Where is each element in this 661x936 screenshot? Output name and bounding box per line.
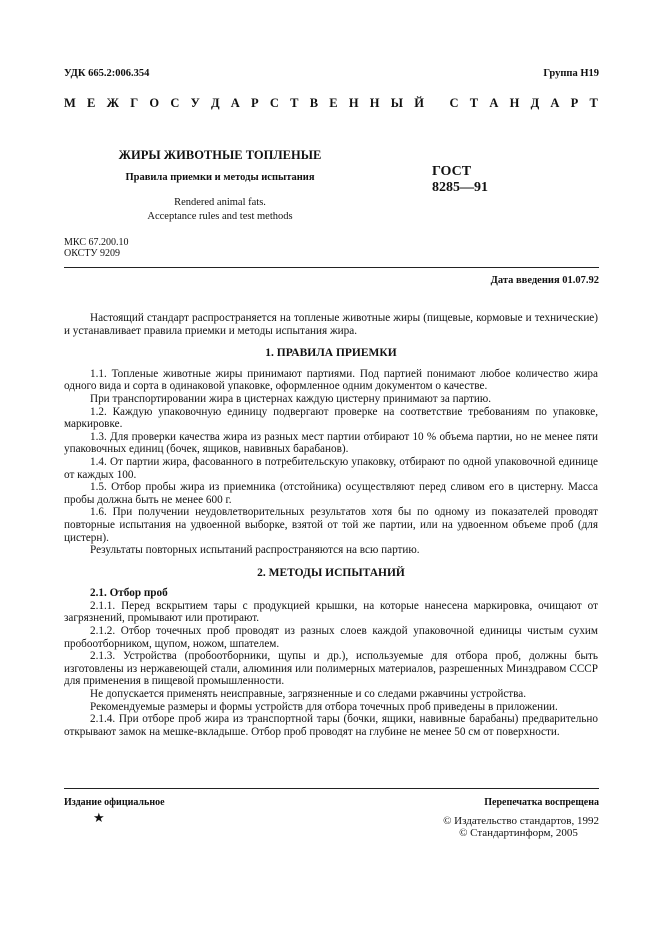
- heading-letter: Д: [530, 96, 540, 110]
- heading-letter: А: [230, 96, 240, 110]
- heading-letter: С: [269, 96, 279, 110]
- clause-1-6: 1.6. При получении неудовлетворительных результатов хотя бы по одному из показателей проводят повторные испытания на удвоенной выборке, взятой от той же партии, или на удвоенном объеме проб (для цистерн).: [64, 506, 598, 544]
- clause-1-5: 1.5. Отбор пробы жира из приемника (отстойника) осуществляют перед сливом его в цистерну. Масса пробы должна быть не менее 600 г.: [64, 481, 598, 506]
- heading-letter: Р: [570, 96, 579, 110]
- gost-label: ГОСТ: [432, 164, 472, 179]
- section-1-title: 1. ПРАВИЛА ПРИЕМКИ: [265, 347, 397, 360]
- english-title: [118, 196, 322, 224]
- heading-letter: Т: [290, 96, 299, 110]
- clause-1-1-b: При транспортировании жира в цистернах каждую цистерну принимают за партию.: [90, 392, 492, 405]
- english-title-line-1: Rendered animal fats.: [174, 197, 266, 208]
- heading-letter: С: [449, 96, 459, 110]
- clause-2-1-3-c: Рекомендуемые размеры и формы устройств для отбора точечных проб приведены в приложении.: [90, 700, 558, 713]
- heading-letter: О: [149, 96, 160, 110]
- okstu-code: ОКСТУ 9209: [64, 248, 121, 259]
- heading-letter: Д: [210, 96, 220, 110]
- heading-letter: Р: [251, 96, 259, 110]
- heading-letter: Ы: [390, 96, 404, 110]
- udk-code: УДК 665.2:006.354: [64, 68, 150, 79]
- clause-2-1-3: 2.1.3. Устройства (пробоотборники, щупы и др.), используемые для отбора проб, должны быть изготовлены из нержавеющей стали, алюминия или полимерных материалов, разрешенных Минздравом СССР для применения в пищевой промышленности.: [64, 650, 598, 688]
- clause-2-1-3-b: Не допускается применять неисправные, загрязненные и со следами ржавчины устройства.: [90, 688, 527, 701]
- footer-divider: [64, 788, 599, 789]
- clause-1-3: 1.3. Для проверки качества жира из разных мест партии отбирают 10 % объема партии, но не менее пяти упаковочных единиц (бочек, ящиков, навивных барабанов).: [64, 430, 598, 456]
- clause-1-2: 1.2. Каждую упаковочную единицу подвергают проверке на соответствие требованиям по упаковке, маркировке.: [64, 405, 598, 431]
- heading-letter: У: [190, 96, 200, 110]
- clause-2-1-2: 2.1.2. Отбор точечных проб проводят из разных слоев каждой упаковочной единицы чистым сухим пробоотборником, щупом, ножом, шпателем.: [64, 625, 598, 650]
- heading-letter: Н: [509, 96, 520, 110]
- gost-number: 8285—91: [432, 180, 488, 195]
- document-subtitle: Правила приемки и методы испытания: [125, 172, 315, 183]
- header-divider: [64, 267, 599, 268]
- heading-letter: А: [550, 96, 560, 110]
- heading-letter: В: [309, 96, 319, 110]
- introduction-date-value: 01.07.92: [562, 275, 599, 286]
- document-title: ЖИРЫ ЖИВОТНЫЕ ТОПЛЕНЫЕ: [118, 148, 322, 162]
- section-2-title: 2. МЕТОДЫ ИСПЫТАНИЙ: [257, 566, 405, 579]
- official-edition: Издание официальное: [64, 797, 165, 808]
- clause-2-1-4: 2.1.4. При отборе проб жира из транспортной тары (бочки, ящики, навивные барабаны) предварительно открывают замок на мешке-вкладыше. Отбор проб проводят на глубине не менее 50 см от поверхности.: [64, 713, 598, 738]
- heading-letter: Й: [414, 96, 424, 110]
- classification-codes: [64, 237, 128, 259]
- copyright-line-2: © Стандартинформ, 2005: [459, 827, 578, 839]
- clause-1-1: 1.1. Топленые животные жиры принимают партиями. Под партией понимают любое количество жира одного вида и сорта в одинаковой упаковке, оформленное одним документом о качестве.: [64, 367, 598, 393]
- introduction-date-label: Дата введения: [490, 275, 560, 286]
- heading-letter: Н: [369, 96, 380, 110]
- copyright-line-1: © Издательство стандартов, 1992: [443, 815, 599, 827]
- gost-designation: [432, 164, 502, 196]
- heading-letter: А: [489, 96, 499, 110]
- heading-letter: Т: [469, 96, 479, 110]
- english-title-line-2: Acceptance rules and test methods: [147, 211, 293, 222]
- copyright-block: [443, 815, 599, 839]
- clause-2-1-1: 2.1.1. Перед вскрытием тары с продукцией крышки, на которые нанесена маркировка, очищают от загрязнений, промывают или протирают.: [64, 599, 598, 625]
- star-icon: ★: [93, 810, 105, 825]
- heading-letter: Е: [87, 96, 96, 110]
- group-code: Группа Н19: [543, 68, 599, 79]
- heading-letter: Н: [348, 96, 359, 110]
- heading-letter: Г: [130, 96, 139, 110]
- interstate-standard-heading: [64, 96, 598, 111]
- clause-1-6-b: Результаты повторных испытаний распространяются на всю партию.: [90, 544, 420, 557]
- clause-1-4: 1.4. От партии жира, фасованного в потребительскую упаковку, отбирают по одной упаковочной единице от каждых 100.: [64, 455, 598, 481]
- clause-2-1-title: 2.1. Отбор проб: [90, 587, 168, 600]
- heading-letter: [435, 96, 438, 111]
- intro-paragraph: Настоящий стандарт распространяется на топленые животные жиры (пищевые, кормовые и технические) и устанавливает правила приемки и методы испытания жира.: [64, 312, 598, 337]
- mks-code: МКС 67.200.10: [64, 237, 129, 248]
- heading-letter: С: [170, 96, 180, 110]
- heading-letter: Е: [329, 96, 338, 110]
- heading-letter: М: [64, 96, 76, 110]
- reprint-prohibited: Перепечатка воспрещена: [484, 797, 599, 808]
- body-text: [64, 312, 598, 738]
- heading-letter: Т: [589, 96, 598, 110]
- heading-letter: Ж: [106, 96, 119, 110]
- introduction-date: [491, 275, 599, 286]
